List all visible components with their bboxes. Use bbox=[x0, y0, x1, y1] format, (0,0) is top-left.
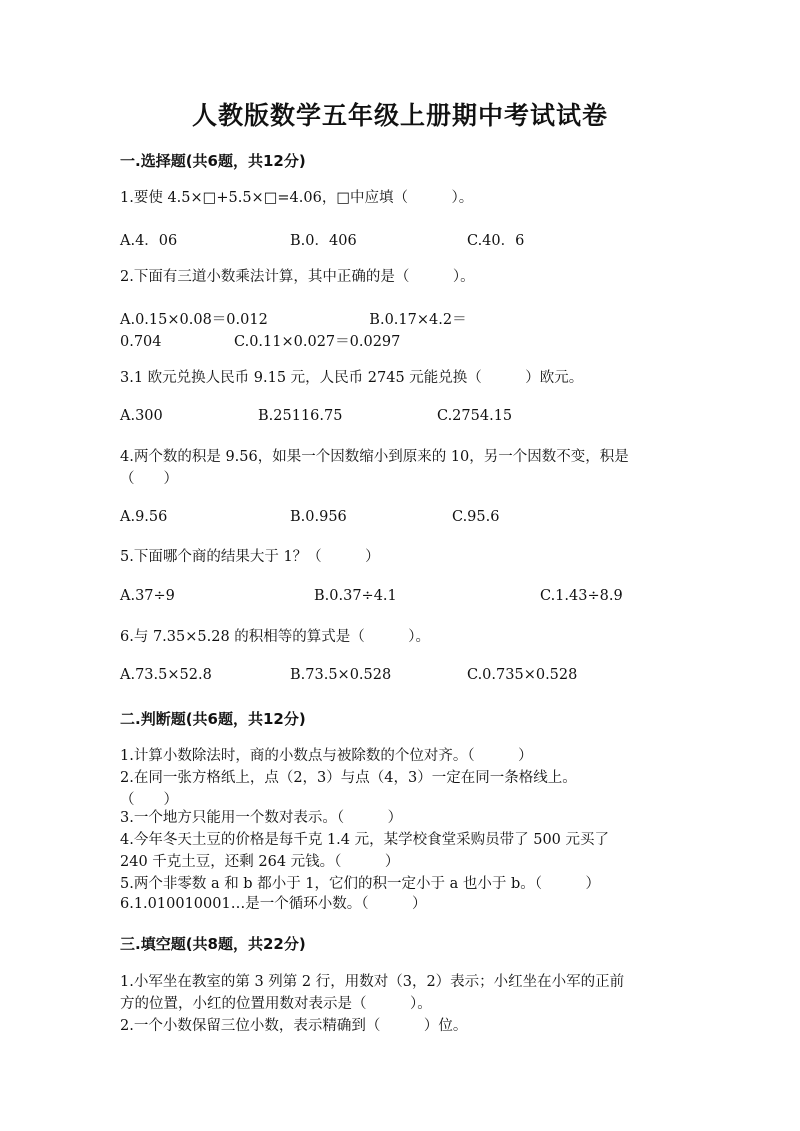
q3-option-b: B.25116.75 bbox=[258, 408, 343, 424]
question-1: 1.要使 4.5×□+5.5×□=4.06，□中应填（ ）。 bbox=[120, 190, 474, 206]
judge-line-3: （ ） bbox=[120, 792, 178, 808]
q2-options-line-2: 0.704 C.0.11×0.027＝0.0297 bbox=[120, 334, 401, 350]
fill-line-2: 方的位置，小红的位置用数对表示是（ ）。 bbox=[120, 996, 432, 1012]
exam-title: 人教版数学五年级上册期中考试试卷 bbox=[191, 101, 608, 130]
fill-line-1: 1.小军坐在教室的第 3 列第 2 行，用数对（3，2）表示；小红坐在小军的正前 bbox=[120, 974, 625, 990]
fill-line-3: 2.一个小数保留三位小数，表示精确到（ ）位。 bbox=[120, 1018, 468, 1034]
q1-option-b: B.0．406 bbox=[290, 233, 357, 249]
q2-options-line-1: A.0.15×0.08＝0.012 B.0.17×4.2＝ bbox=[120, 312, 467, 328]
q4-option-c: C.95.6 bbox=[452, 509, 500, 525]
question-4-line-1: 4.两个数的积是 9.56，如果一个因数缩小到原来的 10，另一个因数不变，积是 bbox=[120, 449, 629, 465]
section-heading-judgement: 二.判断题(共6题，共12分) bbox=[120, 710, 306, 728]
q3-option-a: A.300 bbox=[120, 408, 163, 424]
q5-option-c: C.1.43÷8.9 bbox=[540, 588, 623, 604]
q4-option-a: A.9.56 bbox=[120, 509, 168, 525]
judge-line-4: 3.一个地方只能用一个数对表示。（ ） bbox=[120, 810, 403, 826]
question-2: 2.下面有三道小数乘法计算，其中正确的是（ ）。 bbox=[120, 269, 475, 285]
q5-option-b: B.0.37÷4.1 bbox=[314, 588, 397, 604]
judge-line-2: 2.在同一张方格纸上，点（2，3）与点（4，3）一定在同一条格线上。 bbox=[120, 770, 577, 786]
q5-option-a: A.37÷9 bbox=[120, 588, 175, 604]
section-heading-fill-blank: 三.填空题(共8题，共22分) bbox=[120, 935, 306, 953]
q6-option-c: C.0.735×0.528 bbox=[467, 667, 578, 683]
q1-option-a: A.4．06 bbox=[120, 233, 178, 249]
judge-line-8: 6.1.010010001…是一个循环小数。（ ） bbox=[120, 896, 427, 912]
q3-option-c: C.2754.15 bbox=[437, 408, 513, 424]
q6-option-a: A.73.5×52.8 bbox=[120, 667, 212, 683]
q1-option-c: C.40．6 bbox=[467, 233, 525, 249]
judge-line-7: 5.两个非零数 a 和 b 都小于 1，它们的积一定小于 a 也小于 b。（ ） bbox=[120, 876, 601, 892]
question-5: 5.下面哪个商的结果大于 1？（ ） bbox=[120, 549, 380, 565]
question-6: 6.与 7.35×5.28 的积相等的算式是（ ）。 bbox=[120, 629, 431, 645]
section-heading-choice: 一.选择题(共6题，共12分) bbox=[120, 152, 306, 170]
judge-line-1: 1.计算小数除法时，商的小数点与被除数的个位对齐。（ ） bbox=[120, 748, 533, 764]
q6-option-b: B.73.5×0.528 bbox=[290, 667, 392, 683]
q4-option-b: B.0.956 bbox=[290, 509, 347, 525]
judge-line-6: 240 千克土豆，还剩 264 元钱。（ ） bbox=[120, 854, 400, 870]
judge-line-5: 4.今年冬天土豆的价格是每千克 1.4 元，某学校食堂采购员带了 500 元买了 bbox=[120, 832, 610, 848]
question-3: 3.1 欧元兑换人民币 9.15 元，人民币 2745 元能兑换（ ）欧元。 bbox=[120, 370, 584, 386]
question-4-line-2: （ ） bbox=[120, 471, 178, 487]
